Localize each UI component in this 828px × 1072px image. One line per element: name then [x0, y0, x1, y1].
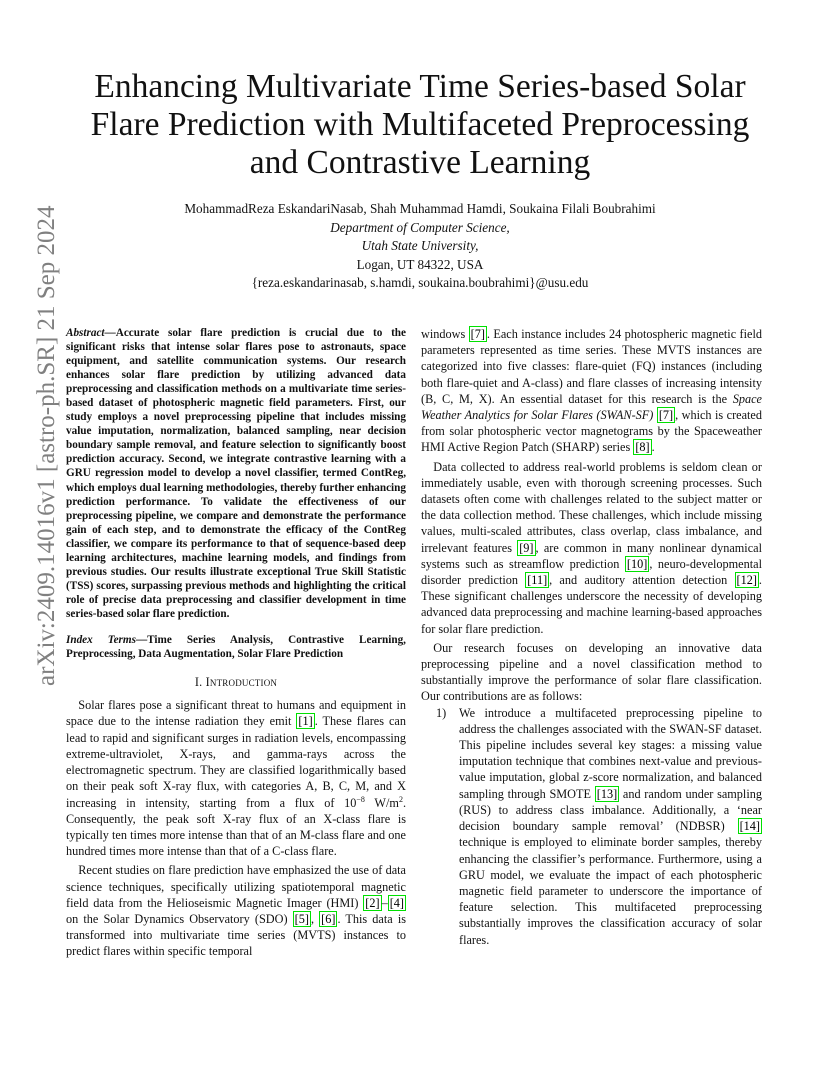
- text-run: Solar flares pose a significant threat to humans and equipment in space due to the intense radiation they emit: [66, 698, 406, 729]
- index-terms-label: Index Terms: [66, 633, 136, 646]
- abstract: [66, 326, 406, 621]
- text-run: windows: [421, 327, 469, 341]
- section-number: I.: [194, 675, 206, 690]
- body-paragraph: Our research focuses on developing an innovative data preprocessing pipeline and a novel classification method to substantially improve the performance of solar flare classification. Our contributions are as follows:: [421, 640, 762, 704]
- text-run: ,: [310, 911, 320, 926]
- contribution-list: [421, 705, 762, 948]
- text-run: W/m: [364, 795, 399, 810]
- text-run: , which is created from solar photospheric vector magnetograms by the Spaceweather HMI Active Region Patch (SHARP) series: [421, 408, 762, 455]
- text-run: –: [381, 895, 388, 910]
- section-heading: [66, 674, 406, 690]
- right-column: [421, 326, 762, 948]
- citation-link[interactable]: [9]: [519, 540, 534, 555]
- citation-link[interactable]: [2]: [365, 895, 380, 910]
- citation-link[interactable]: [4]: [389, 895, 404, 910]
- intro-paragraph: [66, 697, 406, 859]
- text-run: , are common in many nonlinear dynamical systems such as streamflow prediction: [421, 540, 762, 571]
- citation-link[interactable]: [7]: [658, 408, 674, 423]
- author-names: MohammadReza EskandariNasab, Shah Muhammad Hamdi, Soukaina Filali Boubrahimi: [184, 201, 656, 216]
- text-run: . Each instance includes 24 photospheric magnetic field parameters represented as time series. These MVTS instances are categorized into five classes: flare-quiet (FQ) instances (including both flare-quiet and A-class) and flare classes of increasing intensity (B, C, M, X). An essential dataset for this research is the: [421, 327, 762, 406]
- left-column: [66, 326, 406, 960]
- text-run: . This data is transformed into multivariate time series (MVTS) instances to predict flares within specific temporal: [66, 911, 406, 959]
- title-line: Flare Prediction with Multifaceted Preprocessing: [90, 106, 750, 143]
- citation-link[interactable]: [13]: [596, 786, 618, 801]
- citation-link[interactable]: [10]: [626, 556, 648, 571]
- text-run: on the Solar Dynamics Observatory (SDO): [66, 911, 293, 926]
- text-run: Recent studies on flare prediction have emphasized the use of data science techniques, specifically utilizing spatiotemporal magnetic field data from the Helioseismic Magnetic Imager (HMI): [66, 863, 406, 910]
- text-run: Data collected to address real-world problems is seldom clean or immediately usable, even with thorough screening processes. Such datasets often come with challenges related to the subject matter or the data collection method. These challenges, which include missing values, multi-scaled attributes, class overlap, class imbalance, and irrelevant features: [421, 459, 762, 555]
- text-run: , neuro-developmental disorder prediction: [421, 556, 762, 588]
- index-terms: [66, 633, 406, 661]
- text-run: . These significant challenges underscore the necessity of developing advanced data preprocessing and machine learning-based approaches for solar flare prediction.: [421, 573, 762, 636]
- unit-exponent: 2: [398, 794, 403, 804]
- list-item-number: 1): [436, 705, 447, 720]
- text-run: , and auditory attention detection: [549, 573, 735, 588]
- email-addresses: {reza.eskandarinasab, s.hamdi, soukaina.boubrahimi}@usu.edu: [251, 275, 589, 290]
- dataset-name: Space Weather Analytics for Solar Flares (SWAN-SF): [421, 391, 762, 423]
- paper-title: [70, 68, 770, 182]
- section-title: Introduction: [205, 675, 278, 690]
- intro-paragraph: [66, 862, 406, 959]
- title-line: Enhancing Multivariate Time Series-based Solar: [94, 68, 746, 105]
- text-run: technique is employed to eliminate border samples, thereby enhancing the classifier’s performance. Furthermore, using a GRU model, we evaluate the impact of each photospheric magnetic field parameter to underscore the importance of feature selection. This multifaceted preprocessing substantially improves the classification accuracy of solar flares.: [459, 835, 762, 947]
- text-run: . Consequently, the peak soft X-ray flux of an X-class flare is typically ten times more intense than that of an M-class flare and one hundred times more intense than that of a C-class flare.: [66, 795, 406, 859]
- citation-link[interactable]: [6]: [321, 911, 336, 926]
- text-run: .: [651, 440, 655, 455]
- index-terms-text: —Time Series Analysis, Contrastive Learning, Preprocessing, Data Augmentation, Solar Flare Prediction: [66, 633, 406, 661]
- text-run: We introduce a multifaceted preprocessing pipeline to address the challenges associated with the SWAN-SF dataset. This pipeline includes several key stages: a missing value imputation technique that combines next-value and previous-value imputation, global z-score normalization, and balanced sampling through SMOTE: [459, 705, 762, 801]
- citation-link[interactable]: [1]: [298, 714, 313, 729]
- flux-exponent: −8: [356, 794, 365, 804]
- abstract-text: —Accurate solar flare prediction is crucial due to the significant risks that intense solar flares pose to astronauts, space equipment, and satellite communication systems. Our research enhances solar flare prediction by utilizing advanced data preprocessing and classification methods on a multivariate time series-based dataset of photospheric magnetic field parameters. First, our study employs a novel preprocessing pipeline that includes missing value imputation, normalization, balanced sampling, near decision boundary sample removal, and feature selection to significantly boost prediction accuracy. Second, we integrate contrastive learning with a GRU regression model to develop a novel classifier, termed ContReg, which employs dual learning methodologies, thereby further enhancing prediction performance. To validate the effectiveness of our preprocessing pipeline, we compare and demonstrate the performance gain of each step, and to demonstrate the efficacy of the ContReg classifier, we compare its performance to that of sequence-based deep learning architectures, machine learning models, and findings from previous studies. Our results illustrate exceptional True Skill Statistic (TSS) scores, surpassing previous methods and highlighting the critical role of precise data preprocessing and classifier development in time series-based solar flare prediction.: [66, 327, 406, 620]
- text-run: . These flares can lead to rapid and significant surges in radiation levels, encompassing extreme-ultraviolet, X-rays, and gamma-rays across the electromagnetic spectrum. They are classified logarithmically based on their peak soft X-ray flux, with categories A, B, C, M, and X increasing in intensity, starting from a flux of: [66, 714, 406, 810]
- citation-link[interactable]: [5]: [294, 911, 309, 926]
- text-run: and random under sampling (RUS) to address class imbalance. Additionally, a ‘near decision boundary sample removal’ (NDBSR): [459, 786, 762, 834]
- list-item: [421, 705, 762, 948]
- body-paragraph: [421, 326, 762, 456]
- university: Utah State University,: [361, 238, 479, 253]
- citation-link[interactable]: [7]: [470, 327, 485, 341]
- location: Logan, UT 84322, USA: [356, 256, 484, 272]
- citation-link[interactable]: [14]: [739, 819, 760, 834]
- abstract-label: Abstract: [66, 327, 105, 339]
- author-block: [70, 200, 770, 293]
- citation-link[interactable]: [8]: [635, 440, 650, 455]
- title-line: and Contrastive Learning: [249, 144, 591, 181]
- arxiv-identifier[interactable]: arXiv:2409.14016v1 [astro-ph.SR] 21 Sep 2024: [33, 205, 60, 686]
- flux-base: 10: [344, 795, 357, 810]
- citation-link[interactable]: [11]: [527, 573, 548, 588]
- citation-link[interactable]: [12]: [736, 573, 757, 588]
- body-paragraph: [421, 459, 762, 637]
- department: Department of Computer Science,: [330, 219, 510, 235]
